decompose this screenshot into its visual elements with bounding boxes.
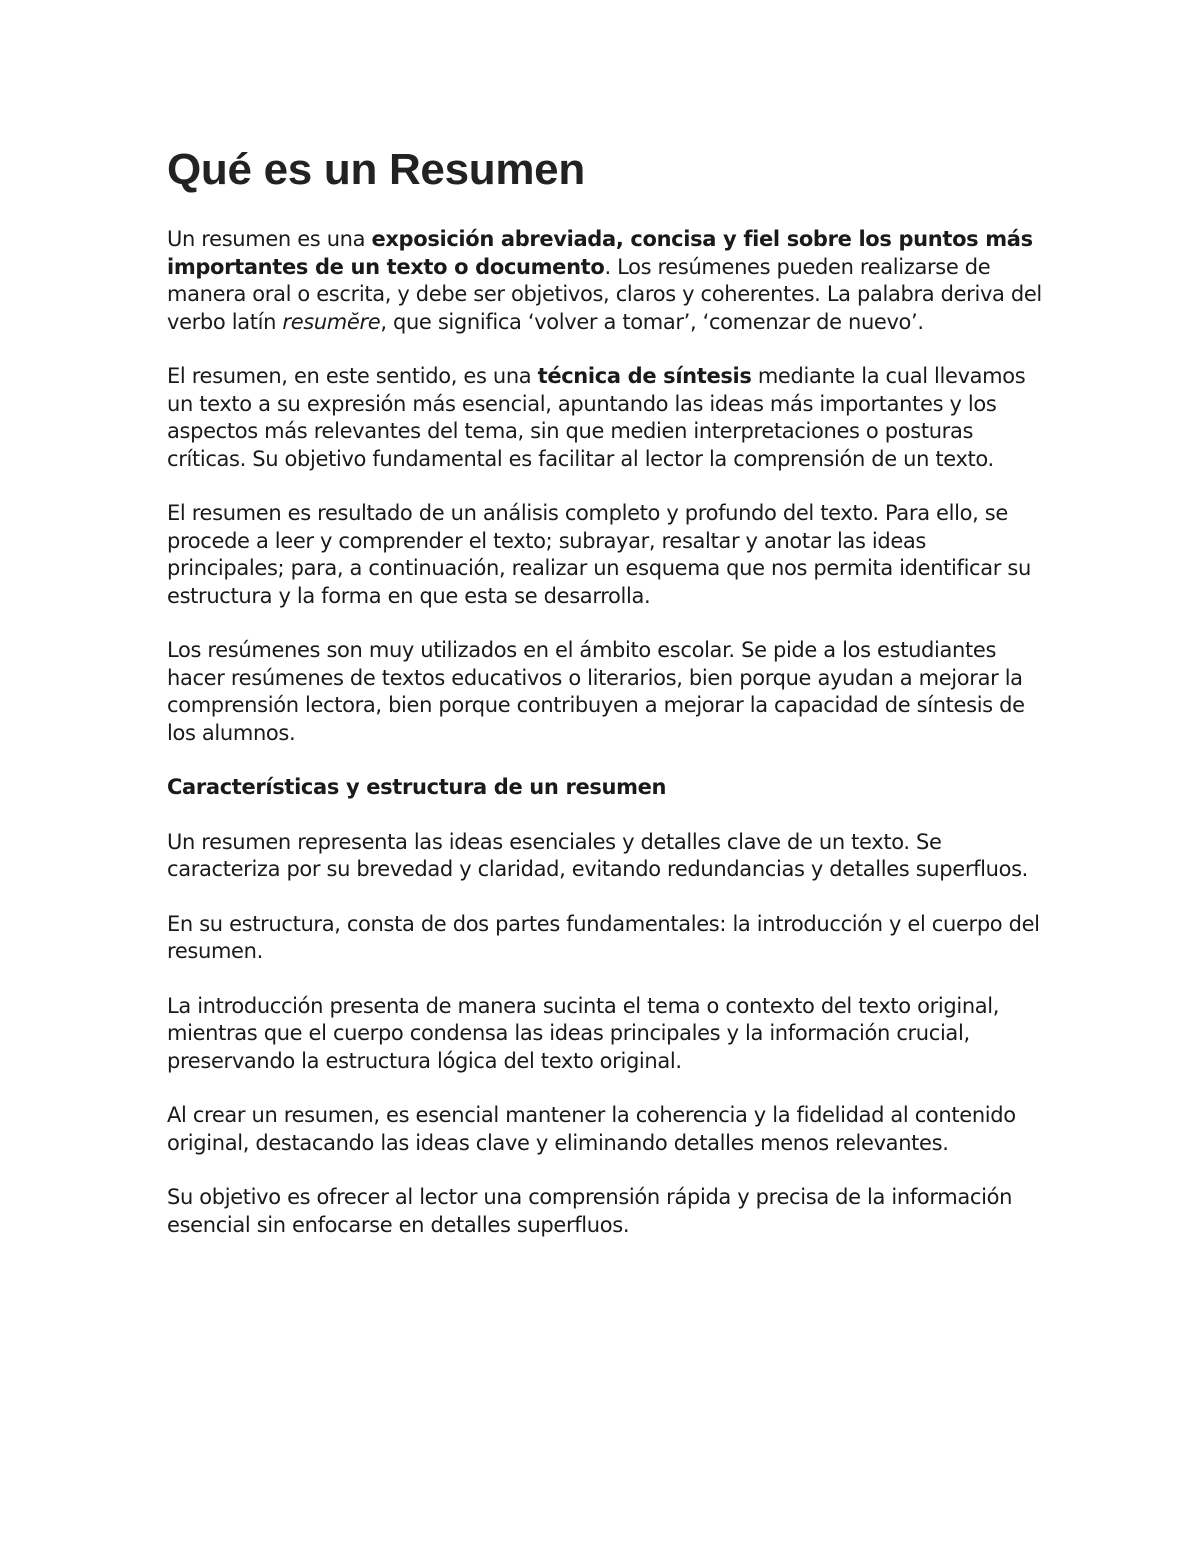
section-heading: Características y estructura de un resumen <box>167 775 667 799</box>
analysis-paragraph: El resumen es resultado de un análisis completo y profundo del texto. Para ello, se procede a leer y comprender el texto; subrayar, resaltar y anotar las ideas principales; para, a continuación, realizar un esquema que nos permita identificar su estructura y la forma en que esta se desarrolla. <box>167 501 1031 608</box>
document-page <box>167 140 1047 1266</box>
intro-paragraph <box>167 226 1047 336</box>
technique-text-start: El resumen, en este sentido, es una <box>167 364 538 388</box>
intro-bold-definition: exposición abreviada, concisa y fiel sobre los puntos más importantes de un texto o documento <box>167 227 1033 279</box>
technique-text-end: mediante la cual llevamos un texto a su expresión más esencial, apuntando las ideas más importantes y los aspectos más relevantes del tema, sin que medien interpretaciones o posturas críticas. Su objetivo fundamental es facilitar al lector la comprensión de un texto. <box>167 364 1026 471</box>
intro-italic-latin-word: resumĕre <box>282 309 381 334</box>
intro-text-end: , que significa ‘volver a tomar’, ‘comenzar de nuevo’. <box>380 309 924 334</box>
intro-text-start: Un resumen es una <box>167 227 372 251</box>
school-paragraph: Los resúmenes son muy utilizados en el ámbito escolar. Se pide a los estudiantes hacer resúmenes de textos educativos o literarios, bien porque ayudan a mejorar la comprensión lectora, bien porque contribuyen a mejorar la capacidad de síntesis de los alumnos. <box>167 638 1025 745</box>
introduction-body-paragraph: La introducción presenta de manera sucinta el tema o contexto del texto original, mientras que el cuerpo condensa las ideas principales y la información crucial, preservando la estructura lógica del texto original. <box>167 993 1000 1073</box>
page-title: Qué es un Resumen <box>167 145 585 194</box>
coherence-paragraph: Al crear un resumen, es esencial mantener la coherencia y la fidelidad al contenido original, destacando las ideas clave y eliminando detalles menos relevantes. <box>167 1103 1016 1155</box>
technique-bold-term: técnica de síntesis <box>537 364 752 388</box>
characteristics-paragraph: Un resumen representa las ideas esenciales y detalles clave de un texto. Se caracteriza por su brevedad y claridad, evitando redundancias y detalles superfluos. <box>167 829 1028 881</box>
intro-text-middle: . Los resúmenes pueden realizarse de manera oral o escrita, y debe ser objetivos, claros y coherentes. La palabra deriva del verbo latín <box>167 254 1042 334</box>
structure-paragraph: En su estructura, consta de dos partes fundamentales: la introducción y el cuerpo del resumen. <box>167 911 1040 963</box>
objective-paragraph: Su objetivo es ofrecer al lector una comprensión rápida y precisa de la información esencial sin enfocarse en detalles superfluos. <box>167 1185 1013 1237</box>
technique-paragraph <box>167 363 1047 473</box>
